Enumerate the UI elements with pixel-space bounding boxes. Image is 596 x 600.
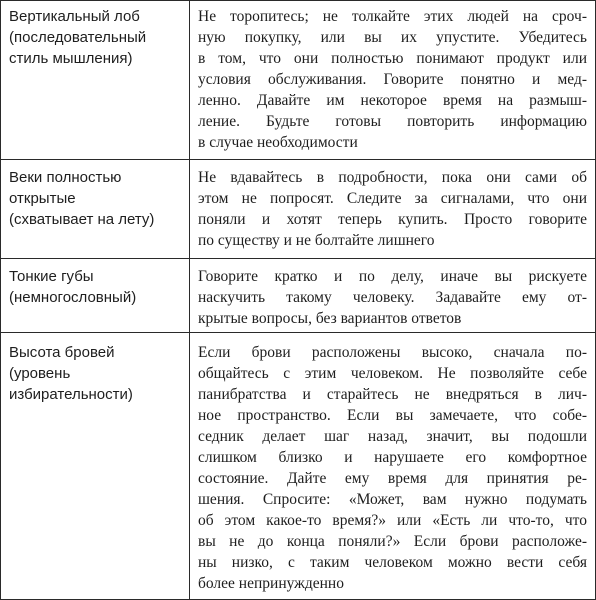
advice-line: поняли и хотят теперь купить. Просто говорите bbox=[198, 211, 587, 228]
feature-line: (немногословный) bbox=[9, 289, 137, 306]
feature-cell bbox=[1, 1, 190, 159]
feature-cell bbox=[1, 259, 190, 332]
advice-line: условия обслуживания. Говорите понятно и мед- bbox=[198, 71, 587, 88]
feature-cell bbox=[1, 160, 190, 258]
advice-line: более непринужденно bbox=[198, 575, 344, 592]
advice-line: в том, что они полностью понимают продукт или bbox=[198, 50, 587, 67]
advice-line: седник делает шаг назад, значит, вы подошли bbox=[198, 428, 587, 445]
feature-line: стиль мышления) bbox=[9, 50, 133, 67]
advice-line: ны низко, с таким человеком можно вести себя bbox=[198, 554, 587, 571]
advice-cell bbox=[190, 1, 595, 159]
table-row bbox=[1, 1, 595, 160]
advice-line: ное пространство. Если вы замечаете, что собе- bbox=[198, 407, 587, 424]
feature-line: избирательности) bbox=[9, 386, 133, 403]
feature-cell bbox=[1, 333, 190, 599]
feature-line: (последовательный bbox=[9, 29, 147, 46]
advice-line: шения. Спросите: «Может, вам нужно подумать bbox=[198, 491, 587, 508]
advice-line: об этом какое-то время?» или «Есть ли что-то, что bbox=[198, 512, 587, 529]
advice-cell bbox=[190, 259, 595, 332]
feature-line: (схватывает на лету) bbox=[9, 211, 155, 228]
advice-line: общайтесь с этим человеком. Не позволяйте себе bbox=[198, 365, 587, 382]
advice-line: этом не попросят. Следите за сигналами, что они bbox=[198, 190, 587, 207]
advice-line: панибратства и старайтесь не внедряться в лич- bbox=[198, 386, 587, 403]
advice-line: Не торопитесь; не толкайте этих людей на сроч- bbox=[198, 8, 587, 25]
advice-line: состояние. Дайте ему время для принятия ре- bbox=[198, 470, 587, 487]
advice-line: наскучить такому человеку. Задавайте ему от- bbox=[198, 289, 587, 306]
feature-line: (уровень bbox=[9, 365, 71, 382]
advice-line: в случае необходимости bbox=[198, 134, 358, 151]
advice-line: вы не до конца поняли?» Если брови расположе- bbox=[198, 533, 587, 550]
feature-line: открытые bbox=[9, 190, 76, 207]
table-row bbox=[1, 333, 595, 600]
feature-line: Тонкие губы bbox=[9, 268, 94, 285]
feature-line: Веки полностью bbox=[9, 169, 122, 186]
advice-line: Если брови расположены высоко, сначала по- bbox=[198, 344, 587, 361]
advice-line: ление. Будьте готовы повторить информацию bbox=[198, 113, 587, 130]
advice-line: Говорите кратко и по делу, иначе вы рискуете bbox=[198, 268, 587, 285]
advice-line: Не вдавайтесь в подробности, пока они сами об bbox=[198, 169, 587, 186]
feature-line: Высота бровей bbox=[9, 344, 115, 361]
table-row bbox=[1, 259, 595, 333]
advice-line: ленно. Давайте им некоторое время на размыш- bbox=[198, 92, 587, 109]
advice-line: слишком близко и нарушаете его комфортное bbox=[198, 449, 587, 466]
advice-line: по существу и не болтайте лишнего bbox=[198, 232, 435, 249]
advice-line: крытые вопросы, без вариантов ответов bbox=[198, 310, 462, 327]
advice-line: ную покупку, или вы их упустите. Убедитесь bbox=[198, 29, 587, 46]
advice-cell bbox=[190, 160, 595, 258]
table-row bbox=[1, 160, 595, 259]
advice-cell bbox=[190, 333, 595, 599]
feature-line: Вертикальный лоб bbox=[9, 8, 140, 25]
